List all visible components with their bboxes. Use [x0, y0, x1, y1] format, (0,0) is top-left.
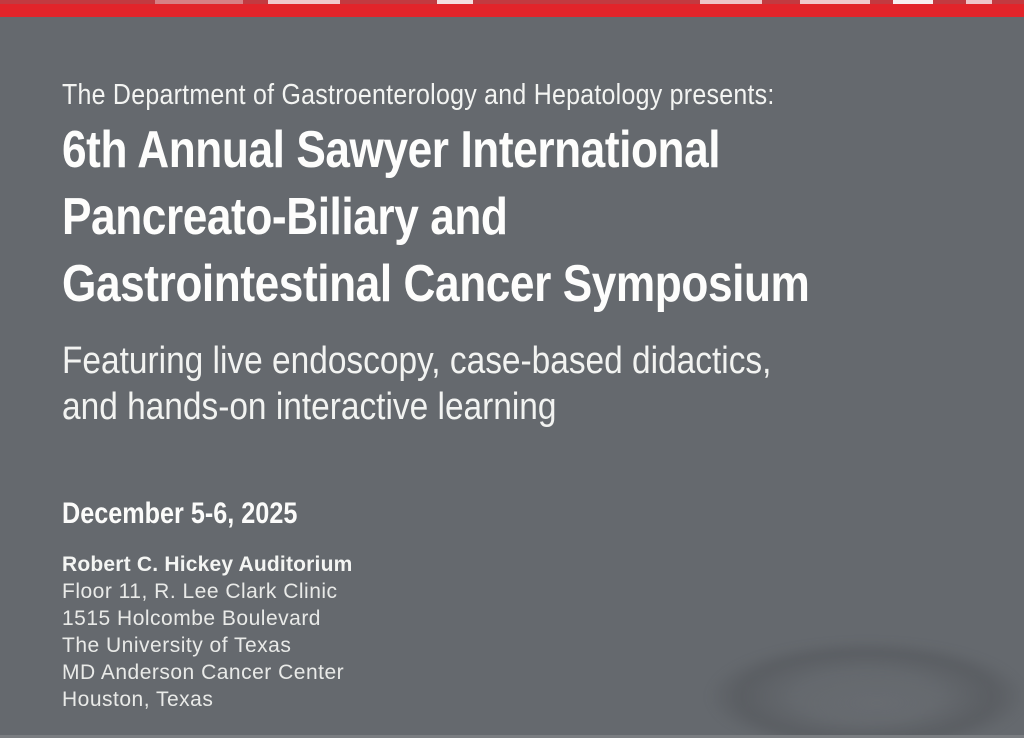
event-subtitle-line-1: Featuring live endoscopy, case-based didactics,	[62, 340, 772, 382]
venue-address-line: MD Anderson Cancer Center	[62, 661, 345, 684]
event-title-line-3: Gastrointestinal Cancer Symposium	[62, 255, 810, 313]
event-title-line-1: 6th Annual Sawyer International	[62, 121, 721, 179]
event-title	[62, 117, 809, 318]
top-accent-bar	[0, 0, 1024, 17]
event-subtitle-line-2: and hands-on interactive learning	[62, 386, 557, 428]
presenter-line: The Department of Gastroenterology and Hepatology presents:	[62, 79, 775, 111]
venue-name: Robert C. Hickey Auditorium	[62, 553, 353, 576]
page-edge-artifact	[800, 0, 870, 4]
page-edge-artifact	[155, 0, 243, 4]
event-subtitle	[62, 338, 771, 430]
venue-block	[62, 551, 353, 713]
venue-address-line: 1515 Holcombe Boulevard	[62, 607, 321, 630]
page-edge-artifact	[437, 0, 473, 4]
venue-address-line: The University of Texas	[62, 634, 292, 657]
scan-smudge-artifact	[690, 625, 1024, 738]
page-edge-artifact	[700, 0, 762, 4]
page-edge-artifact	[0, 0, 1024, 4]
venue-address-line: Houston, Texas	[62, 688, 214, 711]
page-edge-artifact	[966, 0, 992, 4]
event-date: December 5-6, 2025	[62, 497, 298, 530]
venue-address-line: Floor 11, R. Lee Clark Clinic	[62, 580, 338, 603]
page-edge-artifact	[268, 0, 340, 4]
page-edge-artifact	[893, 0, 933, 4]
event-title-line-2: Pancreato-Biliary and	[62, 188, 508, 246]
